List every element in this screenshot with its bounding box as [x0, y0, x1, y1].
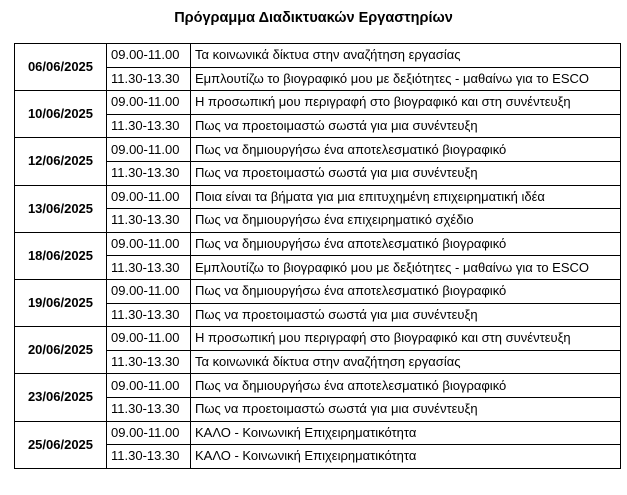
date-cell: 19/06/2025 [15, 279, 107, 326]
topic-cell: Πως να δημιουργήσω ένα επιχειρηματικό σχέδιο [191, 209, 621, 233]
topic-cell: Εμπλουτίζω το βιογραφικό μου με δεξιότητες - μαθαίνω για το ESCO [191, 67, 621, 91]
schedule-table [14, 43, 621, 469]
time-cell: 11.30-13.30 [107, 209, 191, 233]
topic-cell: Ποια είναι τα βήματα για μια επιτυχημένη επιχειρηματική ιδέα [191, 185, 621, 209]
date-cell: 25/06/2025 [15, 421, 107, 468]
topic-cell: Πως να δημιουργήσω ένα αποτελεσματικό βιογραφικό [191, 279, 621, 303]
topic-cell: Τα κοινωνικά δίκτυα στην αναζήτηση εργασίας [191, 44, 621, 68]
topic-cell: Πως να δημιουργήσω ένα αποτελεσματικό βιογραφικό [191, 232, 621, 256]
topic-cell: ΚΑΛΟ - Κοινωνική Επιχειρηματικότητα [191, 445, 621, 469]
date-cell: 23/06/2025 [15, 374, 107, 421]
time-cell: 09.00-11.00 [107, 44, 191, 68]
table-row [15, 91, 621, 115]
topic-cell: Πως να προετοιμαστώ σωστά για μια συνέντευξη [191, 397, 621, 421]
topic-cell: Πως να δημιουργήσω ένα αποτελεσματικό βιογραφικό [191, 374, 621, 398]
time-cell: 11.30-13.30 [107, 256, 191, 280]
topic-cell: Εμπλουτίζω το βιογραφικό μου με δεξιότητες - μαθαίνω για το ESCO [191, 256, 621, 280]
time-cell: 09.00-11.00 [107, 327, 191, 351]
topic-cell: Η προσωπική μου περιγραφή στο βιογραφικό και στη συνέντευξη [191, 91, 621, 115]
table-row [15, 138, 621, 162]
date-cell: 20/06/2025 [15, 327, 107, 374]
topic-cell: ΚΑΛΟ - Κοινωνική Επιχειρηματικότητα [191, 421, 621, 445]
table-row [15, 421, 621, 445]
topic-cell: Πως να προετοιμαστώ σωστά για μια συνέντευξη [191, 114, 621, 138]
topic-cell: Πως να προετοιμαστώ σωστά για μια συνέντευξη [191, 303, 621, 327]
time-cell: 09.00-11.00 [107, 232, 191, 256]
topic-cell: Τα κοινωνικά δίκτυα στην αναζήτηση εργασίας [191, 350, 621, 374]
time-cell: 09.00-11.00 [107, 279, 191, 303]
date-cell: 18/06/2025 [15, 232, 107, 279]
time-cell: 11.30-13.30 [107, 445, 191, 469]
table-row [15, 374, 621, 398]
table-row [15, 185, 621, 209]
topic-cell: Πως να δημιουργήσω ένα αποτελεσματικό βιογραφικό [191, 138, 621, 162]
topic-cell: Η προσωπική μου περιγραφή στο βιογραφικό και στη συνέντευξη [191, 327, 621, 351]
date-cell: 12/06/2025 [15, 138, 107, 185]
time-cell: 11.30-13.30 [107, 303, 191, 327]
time-cell: 09.00-11.00 [107, 185, 191, 209]
date-cell: 13/06/2025 [15, 185, 107, 232]
time-cell: 11.30-13.30 [107, 114, 191, 138]
time-cell: 09.00-11.00 [107, 421, 191, 445]
time-cell: 09.00-11.00 [107, 91, 191, 115]
time-cell: 11.30-13.30 [107, 350, 191, 374]
page-title: Πρόγραμμα Διαδικτυακών Εργαστηρίων [174, 10, 453, 26]
time-cell: 11.30-13.30 [107, 67, 191, 91]
date-cell: 06/06/2025 [15, 44, 107, 91]
date-cell: 10/06/2025 [15, 91, 107, 138]
table-row [15, 44, 621, 68]
table-row [15, 232, 621, 256]
time-cell: 11.30-13.30 [107, 161, 191, 185]
time-cell: 09.00-11.00 [107, 374, 191, 398]
table-row [15, 327, 621, 351]
table-row [15, 279, 621, 303]
schedule-table-body [15, 44, 621, 469]
time-cell: 09.00-11.00 [107, 138, 191, 162]
time-cell: 11.30-13.30 [107, 397, 191, 421]
topic-cell: Πως να προετοιμαστώ σωστά για μια συνέντευξη [191, 161, 621, 185]
